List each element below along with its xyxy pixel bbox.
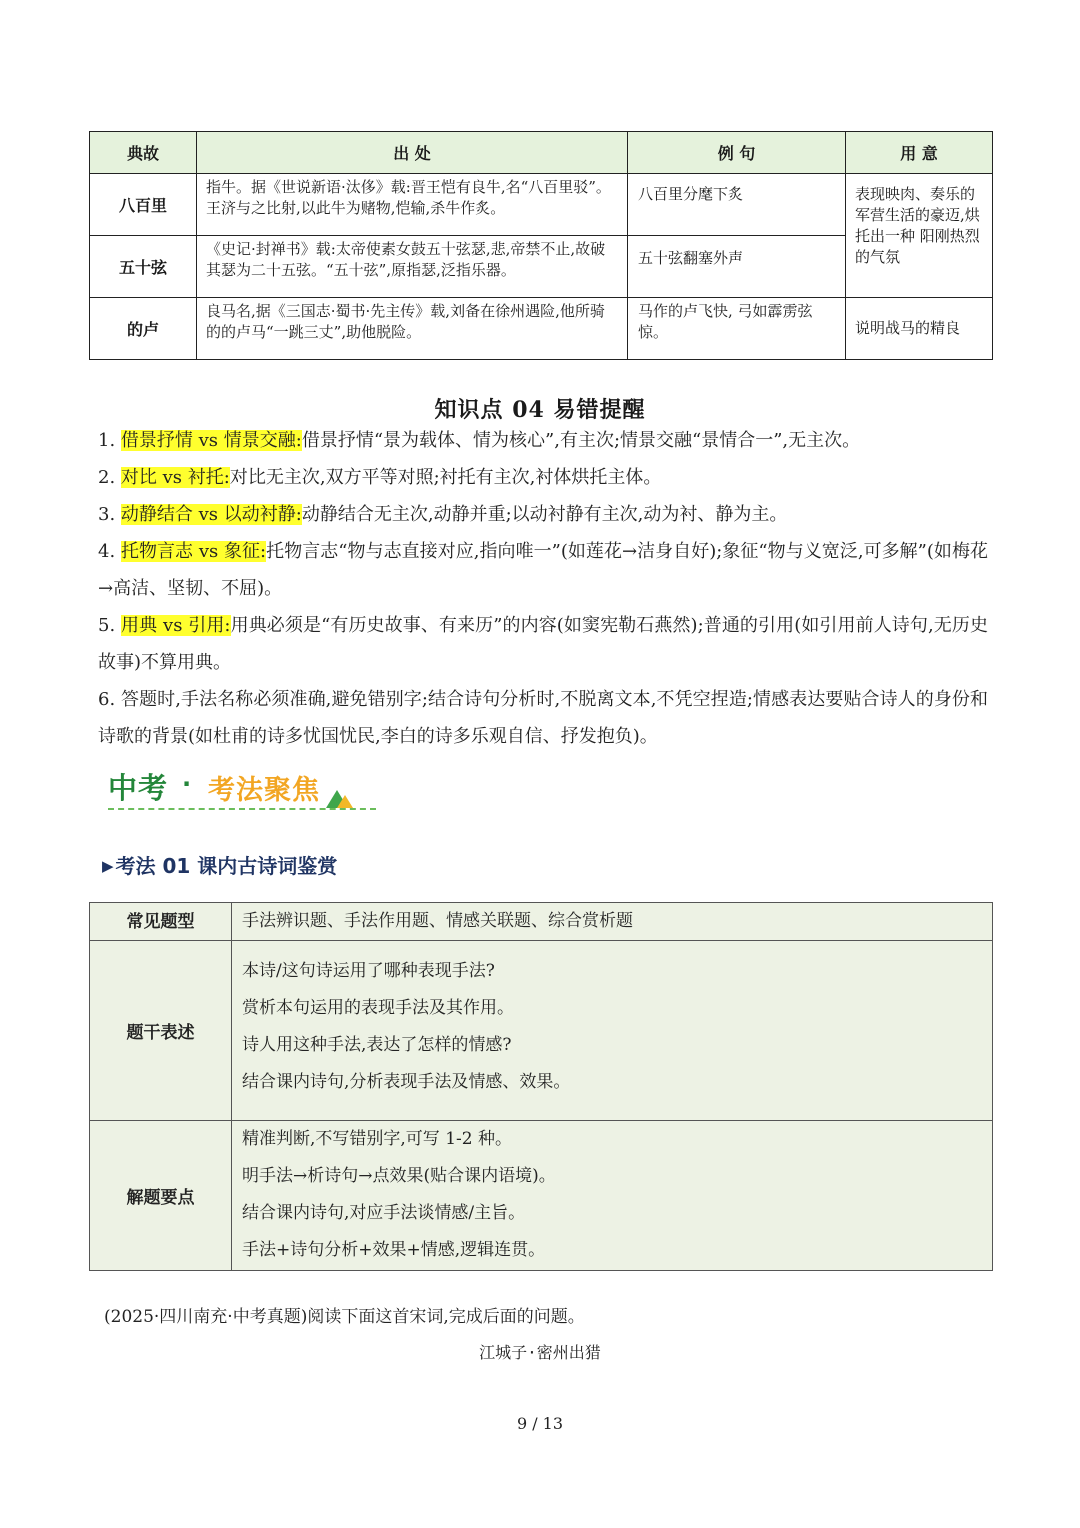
banner-dot: ·: [182, 770, 192, 798]
list-item: [98, 459, 988, 496]
tip-number: 1.: [98, 430, 116, 451]
tip-number: 6.: [98, 689, 116, 710]
tips-list: [98, 422, 988, 755]
tip-highlight: 动静结合 vs 以动衬静:: [120, 504, 302, 525]
allusion-example: 八百里分麾下炙: [628, 174, 846, 236]
key-points-list: [232, 1121, 993, 1271]
banner-part1: 中考: [108, 771, 169, 805]
tip-text: 借景抒情“景为载体、情为核心”,有主次;情景交融“景情合一”,无主次。: [301, 430, 861, 451]
banner-part2: 考法聚焦: [208, 775, 320, 806]
list-item: [98, 533, 988, 607]
table-row: [90, 174, 993, 236]
list-item: 赏析本句运用的表现手法及其作用。: [242, 998, 514, 1018]
method-title: 考法 01 课内古诗词鉴赏: [115, 854, 338, 878]
header-source: 出 处: [197, 132, 628, 174]
tip-highlight: 用典 vs 引用:: [121, 615, 231, 636]
allusion-name: 五十弦: [90, 236, 197, 298]
list-item: 结合课内诗句,对应手法谈情感/主旨。: [242, 1203, 526, 1223]
exam-focus-banner: [108, 764, 376, 814]
common-types-label: 常见题型: [90, 903, 232, 941]
list-item: 手法+诗句分析+效果+情感,逻辑连贯。: [242, 1240, 546, 1260]
page-number: 9 / 13: [516, 1414, 564, 1433]
common-types-value: 手法辨识题、手法作用题、情感关联题、综合赏析题: [232, 903, 993, 941]
table-row: [90, 1121, 993, 1271]
allusion-meaning: 说明战马的精良: [846, 298, 993, 360]
list-item: [98, 607, 988, 681]
key-points-label: 解题要点: [90, 1121, 232, 1271]
list-item: [98, 681, 988, 755]
allusion-source: 指牛。据《世说新语·汰侈》载:晋王恺有良牛,名“八百里驳”。王济与之比射,以此牛为赌物,恺输,杀牛作炙。: [197, 174, 628, 236]
tip-number: 3.: [98, 504, 116, 525]
mountain-accent-icon: [337, 795, 353, 808]
tip-highlight: 对比 vs 衬托:: [120, 467, 230, 488]
stem-list: [232, 941, 993, 1121]
list-item: 结合课内诗句,分析表现手法及情感、效果。: [242, 1072, 571, 1092]
header-meaning: 用 意: [846, 132, 993, 174]
poem-title: 江城子·密州出猎: [479, 1343, 601, 1362]
allusion-table-header: [90, 132, 993, 174]
triangle-right-icon: ▶: [102, 857, 114, 875]
tip-number: 5.: [98, 615, 116, 636]
tip-text: 动静结合无主次,动静并重;以动衬静有主次,动为衬、静为主。: [301, 504, 788, 525]
list-item: [98, 422, 988, 459]
allusion-source: 良马名,据《三国志·蜀书·先主传》载,刘备在徐州遇险,他所骑的的卢马“一跳三丈”,助他脱险。: [197, 298, 628, 360]
allusion-example: 马作的卢飞快, 弓如霹雳弦惊。: [628, 298, 846, 360]
list-item: [98, 496, 988, 533]
table-row: [90, 298, 993, 360]
tip-number: 4.: [98, 541, 116, 562]
tip-number: 2.: [98, 467, 116, 488]
tip-text: 用典必须是“有历史故事、有来历”的内容(如窦宪勒石燕然);普通的引用(如引用前人诗句,无历史故事)不算用典。: [98, 615, 988, 673]
tip-text: 答题时,手法名称必须准确,避免错别字;结合诗句分析时,不脱离文本,不凭空捏造;情感表达要贴合诗人的身份和诗歌的背景(如杜甫的诗多忧国忧民,李白的诗多乐观自信、抒发抱负)。: [98, 689, 988, 747]
method-heading: [102, 850, 337, 879]
table-row: [90, 903, 993, 941]
tip-text: 对比无主次,双方平等对照;衬托有主次,衬体烘托主体。: [229, 467, 662, 488]
tip-highlight: 托物言志 vs 象征:: [120, 541, 267, 562]
header-example: 例 句: [628, 132, 846, 174]
method-table: [89, 902, 993, 1271]
banner-dashed-line: [108, 808, 376, 810]
question-source: (2025·四川南充·中考真题)阅读下面这首宋词,完成后面的问题。: [104, 1307, 585, 1327]
table-row: [90, 941, 993, 1121]
tip-highlight: 借景抒情 vs 情景交融:: [120, 430, 302, 451]
stem-label: 题干表述: [90, 941, 232, 1121]
list-item: 明手法→析诗句→点效果(贴合课内语境)。: [242, 1166, 556, 1186]
allusion-shared-meaning: 表现映肉、奏乐的军营生活的豪迈,烘托出一种 阳刚热烈的气氛: [846, 174, 993, 298]
list-item: 本诗/这句诗运用了哪种表现手法?: [242, 961, 495, 981]
list-item: 精准判断,不写错别字,可写 1-2 种。: [242, 1129, 512, 1149]
allusion-name: 八百里: [90, 174, 197, 236]
tip-text: 托物言志“物与志直接对应,指向唯一”(如莲花→洁身自好);象征“物与义宽泛,可多解”(如梅花→高洁、坚韧、不屈)。: [98, 541, 988, 599]
list-item: 诗人用这种手法,表达了怎样的情感?: [242, 1035, 512, 1055]
allusion-example: 五十弦翻塞外声: [628, 236, 846, 298]
header-allusion: 典故: [90, 132, 197, 174]
section-title: 知识点 04 易错提醒: [434, 397, 646, 423]
allusion-source: 《史记·封禅书》载:太帝使素女鼓五十弦瑟,悲,帝禁不止,故破其瑟为二十五弦。“五十弦”,原指瑟,泛指乐器。: [197, 236, 628, 298]
allusion-name: 的卢: [90, 298, 197, 360]
allusion-table: [89, 131, 993, 360]
